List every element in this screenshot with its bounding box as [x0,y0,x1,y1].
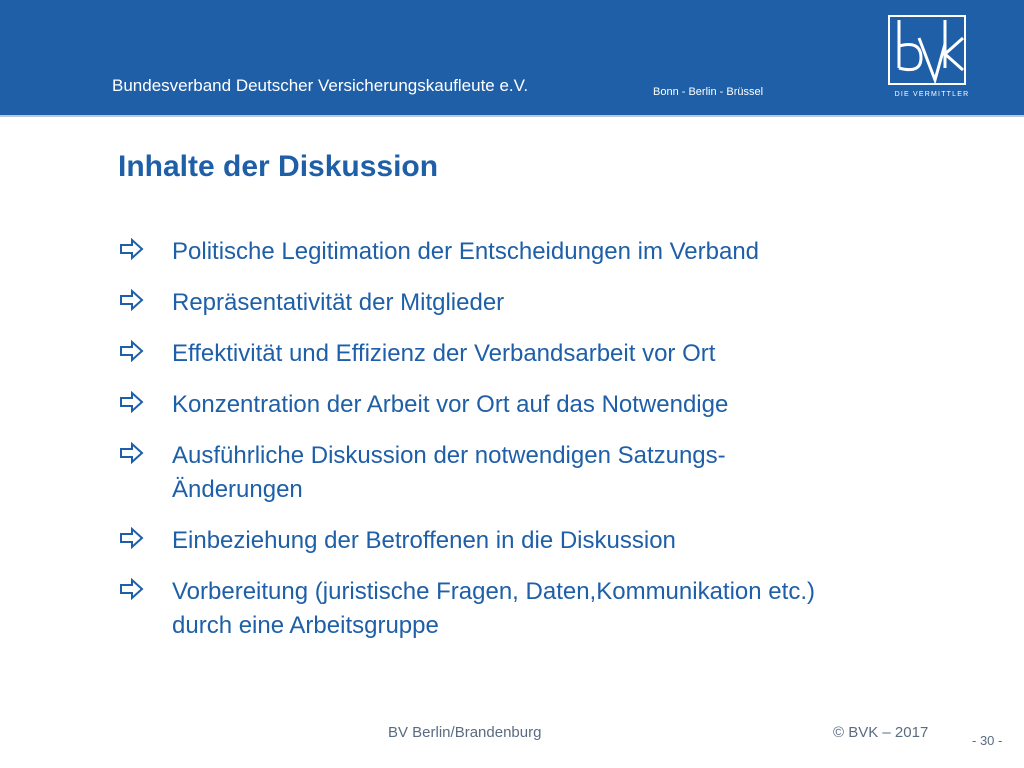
bullet-item [120,575,980,643]
right-arrow-outline-icon [120,575,172,600]
bullet-item [120,388,980,422]
bullet-text: Effektivität und Effizienz der Verbandsarbeit vor Ort [172,340,716,367]
right-arrow-outline-icon [120,337,172,362]
logo-tagline: DIE VERMITTLER [894,91,970,98]
organization-name: Bundesverband Deutscher Versicherungskaufleute e.V. [112,76,529,95]
bullet-item [120,439,980,507]
bullet-text: Ausführliche Diskussion der notwendigen Satzungs- Änderungen [172,442,726,503]
bullet-item [120,286,980,320]
right-arrow-outline-icon [120,388,172,413]
bullet-item [120,524,980,558]
bullet-text: Vorbereitung (juristische Fragen, Daten,Kommunikation etc.) durch eine Arbeitsgruppe [172,578,815,639]
header-band [0,0,1024,115]
bvk-logo [883,10,975,104]
right-arrow-outline-icon [120,235,172,260]
bullet-list [120,235,980,660]
locations-text: Bonn - Berlin - Brüssel [653,86,764,98]
header-divider [0,115,1024,117]
right-arrow-outline-icon [120,439,172,464]
bullet-text: Konzentration der Arbeit vor Ort auf das Notwendige [172,391,729,418]
slide-title: Inhalte der Diskussion [118,150,439,183]
right-arrow-outline-icon [120,524,172,549]
bullet-text: Politische Legitimation der Entscheidungen im Verband [172,238,760,265]
bullet-item [120,235,980,269]
footer-copyright: © BVK – 2017 [833,724,929,741]
bullet-text: Repräsentativität der Mitglieder [172,289,505,316]
page-number: - 30 - [972,733,1003,748]
bullet-item [120,337,980,371]
bullet-text: Einbeziehung der Betroffenen in die Diskussion [172,527,676,554]
right-arrow-outline-icon [120,286,172,311]
footer-region: BV Berlin/Brandenburg [388,724,542,741]
bvk-logo-mark [883,10,975,104]
